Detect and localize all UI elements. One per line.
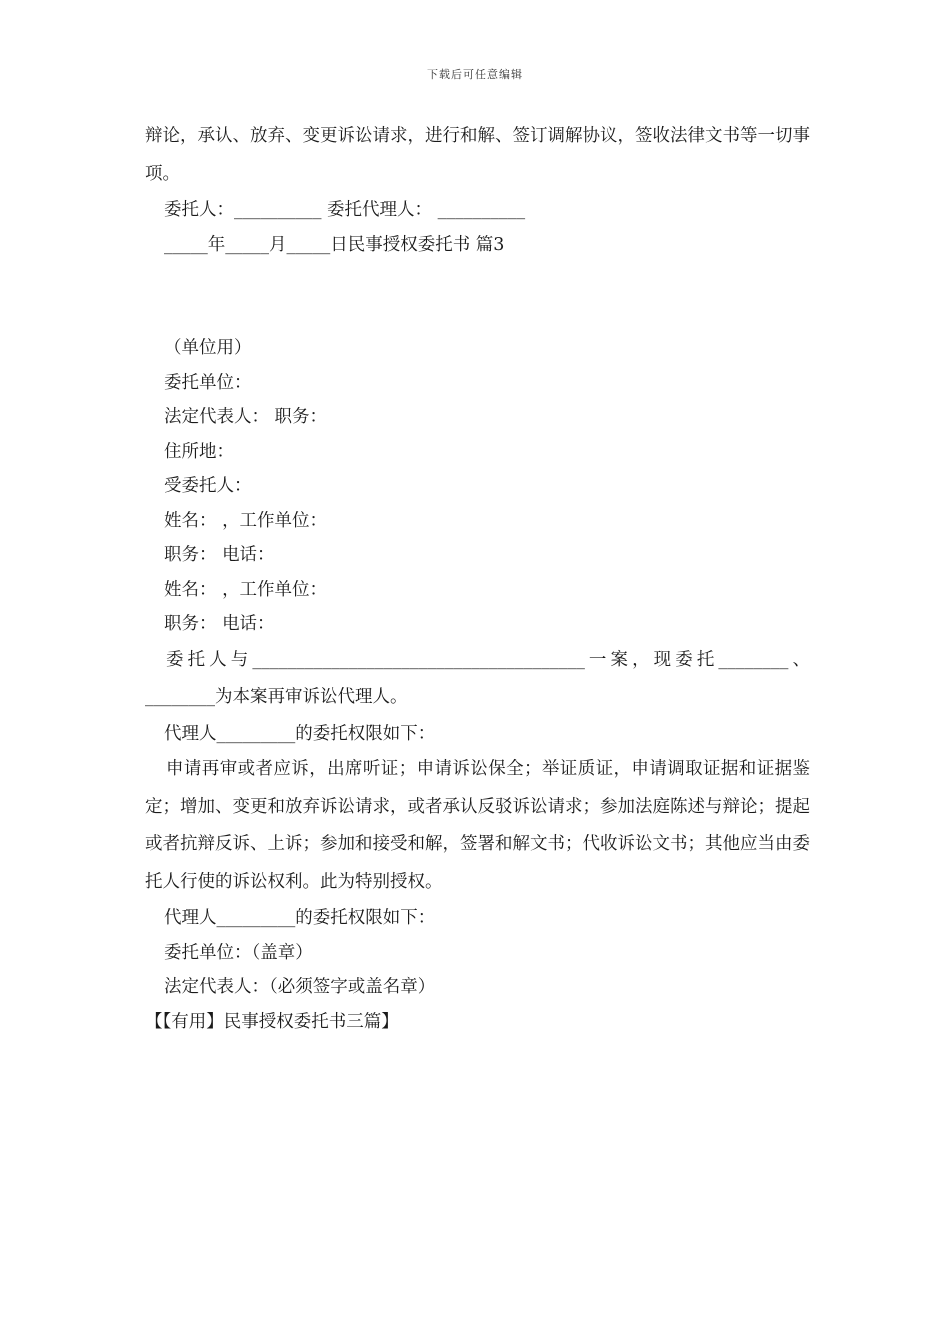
case-paragraph: 委托人与______________________________________一案，现委托________、________为本案再审诉讼代理人。 <box>145 649 810 707</box>
rights-paragraph: 申请再审或者应诉，出席听证；申请诉讼保全；举证质证，申请调取证据和证据鉴定；增加、变更和放弃诉讼请求，或者承认反驳诉讼请求；参加法庭陈述与辩论；提起或者抗辩反诉、上诉；参加和接受和解，签署和解文书；代收诉讼文书；其他应当由委托人行使的诉讼权利。此为特别授权。 <box>145 759 810 892</box>
entrusting-unit-field: 委托单位： <box>164 372 252 393</box>
document-body <box>145 118 810 1039</box>
agent1-name-field: 姓名： ，工作单位： <box>164 510 328 531</box>
signature-line: 委托人：__________ 委托代理人： __________ <box>164 200 526 220</box>
legal-representative-field: 法定代表人： 职务： <box>164 407 328 427</box>
document-footer-title: 【【有用】民事授权委托书三篇】 <box>145 1011 399 1032</box>
date-and-section-title: _____年_____月_____日民事授权委托书 篇3 <box>164 234 505 255</box>
authority-scope-line-2: 代理人_________的委托权限如下： <box>164 908 436 928</box>
agent2-name-field: 姓名： ，工作单位： <box>164 579 328 600</box>
page-header: 下载后可任意编辑 <box>427 68 523 81</box>
agent1-job-field: 职务： 电话： <box>164 545 275 565</box>
agent-heading: 受委托人： <box>164 476 252 496</box>
unit-use-label: （单位用） <box>164 338 252 358</box>
agent2-job-field: 职务： 电话： <box>164 614 275 634</box>
address-field: 住所地： <box>164 441 234 462</box>
legal-signature-line: 法定代表人：（必须签字或盖名章） <box>164 977 436 997</box>
spacer <box>145 262 810 331</box>
authority-scope-line-1: 代理人_________的委托权限如下： <box>164 723 436 744</box>
seal-line: 委托单位：（盖章） <box>164 942 313 963</box>
paragraph-continued-powers: 辩论，承认、放弃、变更诉讼请求，进行和解、签订调解协议，签收法律文书等一切事项。 <box>145 126 810 184</box>
